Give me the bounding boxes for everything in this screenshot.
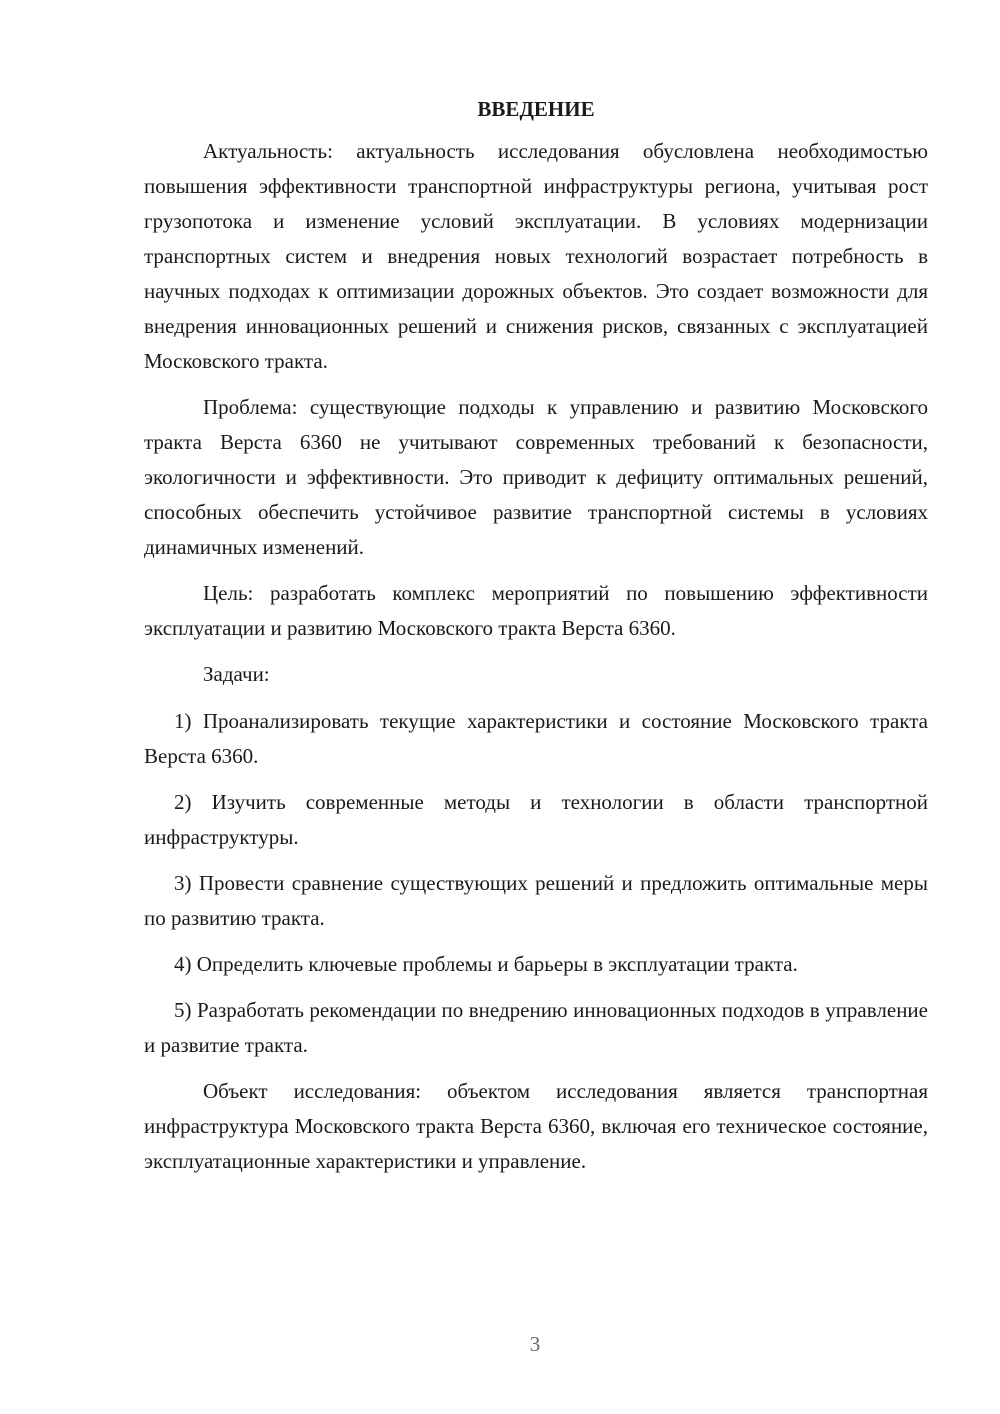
- task-item: 4) Определить ключевые проблемы и барьеры в эксплуатации тракта.: [174, 952, 798, 976]
- object-paragraph: Объект исследования: объектом исследования является транспортная инфраструктура Московского тракта Верста 6360, включая его техническое состояние, эксплуатационные характеристики и управление.: [144, 1079, 928, 1173]
- task-item: 3) Провести сравнение существующих решений и предложить оптимальные меры по развитию тракта.: [144, 871, 928, 930]
- page-number: 3: [529, 1332, 541, 1356]
- document-page: [144, 92, 928, 1190]
- goal-paragraph: Цель: разработать комплекс мероприятий по повышению эффективности эксплуатации и развитию Московского тракта Верста 6360.: [144, 581, 928, 640]
- task-item: 2) Изучить современные методы и технологии в области транспортной инфраструктуры.: [144, 790, 928, 849]
- section-heading: ВВЕДЕНИЕ: [477, 97, 595, 121]
- task-item: 1) Проанализировать текущие характеристики и состояние Московского тракта Верста 6360.: [144, 709, 928, 768]
- task-item: 5) Разработать рекомендации по внедрению инновационных подходов в управление и развитие тракта.: [144, 998, 928, 1057]
- tasks-heading: Задачи:: [203, 662, 270, 686]
- relevance-paragraph: Актуальность: актуальность исследования обусловлена необходимостью повышения эффективности транспортной инфраструктуры региона, учитывая рост грузопотока и изменение условий эксплуатации. В условиях модернизации транспортных систем и внедрения новых технологий возрастает потребность в научных подходах к оптимизации дорожных объектов. Это создает возможности для внедрения инновационных решений и снижения рисков, связанных с эксплуатацией Московского тракта.: [144, 139, 928, 373]
- problem-paragraph: Проблема: существующие подходы к управлению и развитию Московского тракта Верста 6360 не учитывают современных требований к безопасности, экологичности и эффективности. Это приводит к дефициту оптимальных решений, способных обеспечить устойчивое развитие транспортной системы в условиях динамичных изменений.: [144, 395, 928, 559]
